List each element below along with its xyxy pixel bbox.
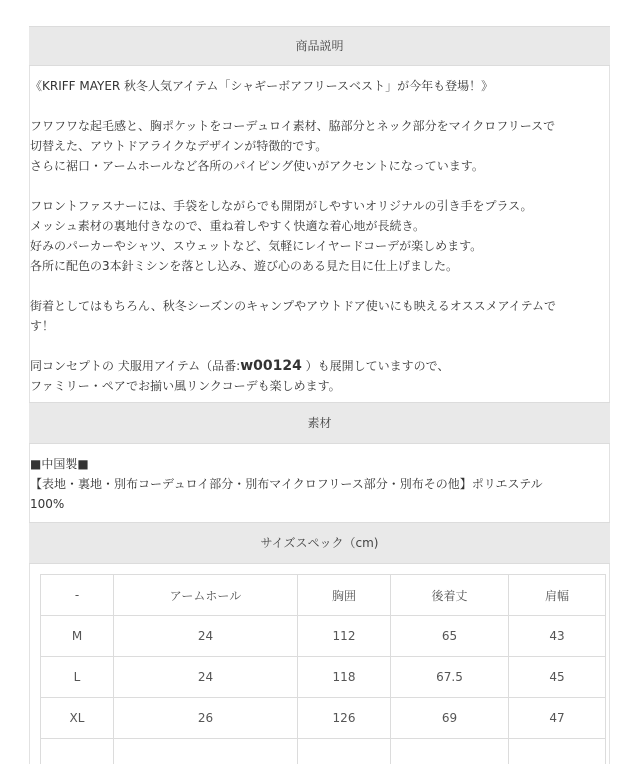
- table-cell: 126: [298, 698, 391, 739]
- table-cell: 24: [114, 616, 298, 657]
- description-paragraph-4: 街着としてはもちろん、秋冬シーズンのキャンプやアウトドア使いにも映えるオススメアイテムで す！: [30, 296, 609, 336]
- description-body: [29, 66, 610, 402]
- table-cell: 112: [298, 616, 391, 657]
- table-cell: 65: [391, 616, 509, 657]
- size-spec-header: サイズスペック（cm): [29, 522, 610, 564]
- table-row: [41, 698, 606, 739]
- material-body: ■中国製■ 【表地・裏地・別布コーデュロイ部分・別布マイクロフリース部分・別布その他】ポリエステル 100%: [29, 444, 610, 522]
- table-cell: 69: [391, 698, 509, 739]
- table-row: [41, 657, 606, 698]
- table-cell: [509, 739, 606, 764]
- related-item-code: w00124: [240, 358, 302, 374]
- size-table-header: [41, 575, 606, 616]
- table-row: [41, 739, 606, 764]
- table-cell: 26: [114, 698, 298, 739]
- table-cell: M: [41, 616, 114, 657]
- table-cell: 43: [509, 616, 606, 657]
- table-cell: [298, 739, 391, 764]
- table-cell: 45: [509, 657, 606, 698]
- description-paragraph-3: フロントファスナーには、手袋をしながらでも開閉がしやすいオリジナルの引き手をプラス。 メッシュ素材の裏地付きなので、重ね着しやすく快適な着心地が長続き。 好みのパーカーやシャツ、スウェットなど、気軽にレイヤードコーデが楽しめます。 各所に配色の3本針ミシンを落とし込み、遊び心のある見た目に仕上げました。: [30, 196, 609, 276]
- col-back-length: 後着丈: [391, 575, 509, 616]
- table-row: [41, 616, 606, 657]
- description-paragraph-1: 《KRIFF MAYER 秋冬人気アイテム「シャギーボアフリースベスト」が今年も登場！》: [30, 76, 609, 96]
- table-cell: [391, 739, 509, 764]
- table-cell: XL: [41, 698, 114, 739]
- description-paragraph-2: フワフワな起毛感と、胸ポケットをコーデュロイ素材、脇部分とネック部分をマイクロフリースで 切替えた、アウトドアライクなデザインが特徴的です。 さらに裾口・アームホールなど各所のパイピング使いがアクセントになっています。: [30, 116, 609, 176]
- table-cell: 47: [509, 698, 606, 739]
- description-header: 商品説明: [29, 26, 610, 66]
- table-cell: 67.5: [391, 657, 509, 698]
- concept-note: 同コンセプトの 犬服用アイテム（品番:w00124 ）も展開していますので、 ファミリー・ペアでお揃い風リンクコーデも楽しめます。: [30, 356, 609, 396]
- table-cell: 118: [298, 657, 391, 698]
- table-cell: 24: [114, 657, 298, 698]
- product-info: [29, 26, 610, 764]
- col-size: -: [41, 575, 114, 616]
- col-shoulder: 肩幅: [509, 575, 606, 616]
- table-cell: L: [41, 657, 114, 698]
- table-cell: [114, 739, 298, 764]
- table-cell: [41, 739, 114, 764]
- material-header: 素材: [29, 402, 610, 444]
- size-spec-body: [29, 564, 610, 764]
- col-armhole: アームホール: [114, 575, 298, 616]
- col-chest: 胸囲: [298, 575, 391, 616]
- size-table: [40, 574, 606, 764]
